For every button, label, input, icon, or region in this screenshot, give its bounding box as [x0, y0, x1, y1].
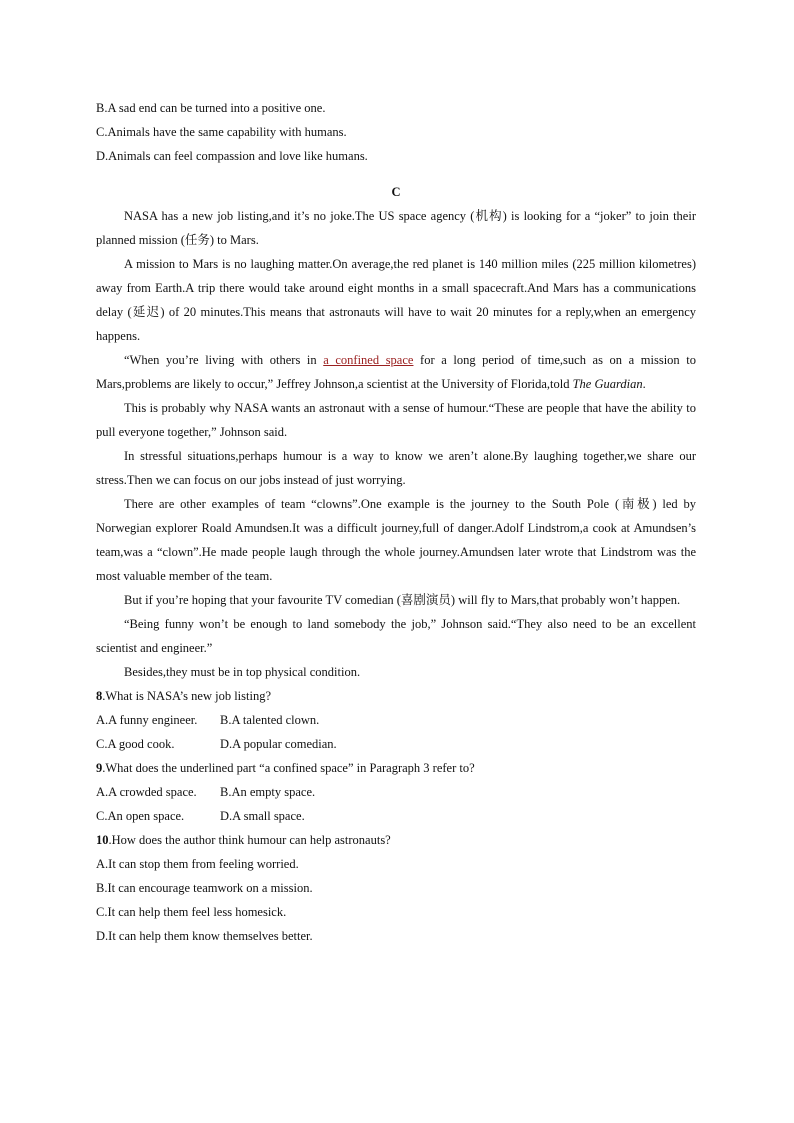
question-9-number: 9 — [96, 761, 103, 775]
question-8 — [96, 684, 696, 708]
question-8-options-row-2 — [96, 732, 696, 756]
question-10 — [96, 828, 696, 852]
question-9-option-d: D.A small space. — [220, 809, 305, 823]
question-10-number: 10 — [96, 833, 109, 847]
paragraph-3 — [96, 348, 696, 396]
question-9-text: .What does the underlined part “a confined space” in Paragraph 3 refer to? — [102, 761, 475, 775]
question-9-option-b: B.An empty space. — [220, 785, 316, 799]
question-10-text: .How does the author think humour can help astronauts? — [108, 833, 391, 847]
document-page — [96, 96, 696, 948]
paragraph-4: This is probably why NASA wants an astronaut with a sense of humour.“These are people that have the ability to pull everyone together,” Johnson said. — [96, 401, 696, 439]
paragraph-5: In stressful situations,perhaps humour is a way to know we aren’t alone.By laughing together,we share our stress.Then we can focus on our jobs instead of just worrying. — [96, 449, 696, 487]
paragraph-8: “Being funny won’t be enough to land somebody the job,” Johnson said.“They also need to be an excellent scientist and engineer.” — [96, 617, 696, 655]
question-9-option-a: A.A crowded space. — [96, 785, 197, 799]
paragraph-9: Besides,they must be in top physical condition. — [124, 665, 361, 679]
question-8-option-d: D.A popular comedian. — [220, 737, 337, 751]
question-10-option-a: A.It can stop them from feeling worried. — [96, 857, 299, 871]
question-8-option-a: A.A funny engineer. — [96, 713, 198, 727]
question-8-text: .What is NASA’s new job listing? — [102, 689, 271, 703]
question-8-options-row-1 — [96, 708, 696, 732]
question-9-option-c: C.An open space. — [96, 809, 185, 823]
question-10-option-b: B.It can encourage teamwork on a mission. — [96, 881, 313, 895]
paragraph-1: NASA has a new job listing,and it’s no joke.The US space agency (机构) is looking for a “joker” to join their planned mission (任务) to Mars. — [96, 209, 696, 247]
prev-option-d: D.Animals can feel compassion and love like humans. — [96, 149, 368, 163]
question-10-option-c: C.It can help them feel less homesick. — [96, 905, 287, 919]
paragraph-3-end: . — [642, 377, 646, 391]
prev-option-b: B.A sad end can be turned into a positive one. — [96, 101, 326, 115]
question-8-option-c: C.A good cook. — [96, 737, 175, 751]
prev-option-c: C.Animals have the same capability with humans. — [96, 125, 347, 139]
underlined-phrase: a confined space — [323, 353, 414, 367]
paragraph-3-start: “When you’re living with others in — [124, 353, 324, 367]
question-10-option-d: D.It can help them know themselves better. — [96, 929, 313, 943]
question-9 — [96, 756, 696, 780]
paragraph-7: But if you’re hoping that your favourite TV comedian (喜剧演员) will fly to Mars,that probably won’t happen. — [124, 593, 681, 607]
source-title: The Guardian — [572, 377, 643, 391]
paragraph-2: A mission to Mars is no laughing matter.On average,the red planet is 140 million miles (225 million kilometres) away from Earth.A trip there would take around eight months in a small spacecraft.And Mars has a communications delay (延迟) of 20 minutes.This means that astronauts will have to wait 20 minutes for a reply,when an emergency happens. — [96, 257, 696, 343]
paragraph-3-middle: for a long period of time,such as on a mission to Mars,problems are likely to occur,” Jeffrey Johnson,a scientist at the University of Florida,told — [96, 353, 697, 391]
question-8-number: 8 — [96, 689, 103, 703]
section-title: C — [391, 185, 401, 199]
question-9-options-row-2 — [96, 804, 696, 828]
question-9-options-row-1 — [96, 780, 696, 804]
question-8-option-b: B.A talented clown. — [220, 713, 320, 727]
paragraph-6: There are other examples of team “clowns”.One example is the journey to the South Pole (南极) led by Norwegian explorer Roald Amundsen.It was a difficult journey,full of danger.Adolf Lindstrom,a cook at Amundsen’s team,was a “clown”.He made people laugh through the whole journey.Amundsen later wrote that Lindstrom was the most valuable member of the team. — [96, 497, 696, 583]
